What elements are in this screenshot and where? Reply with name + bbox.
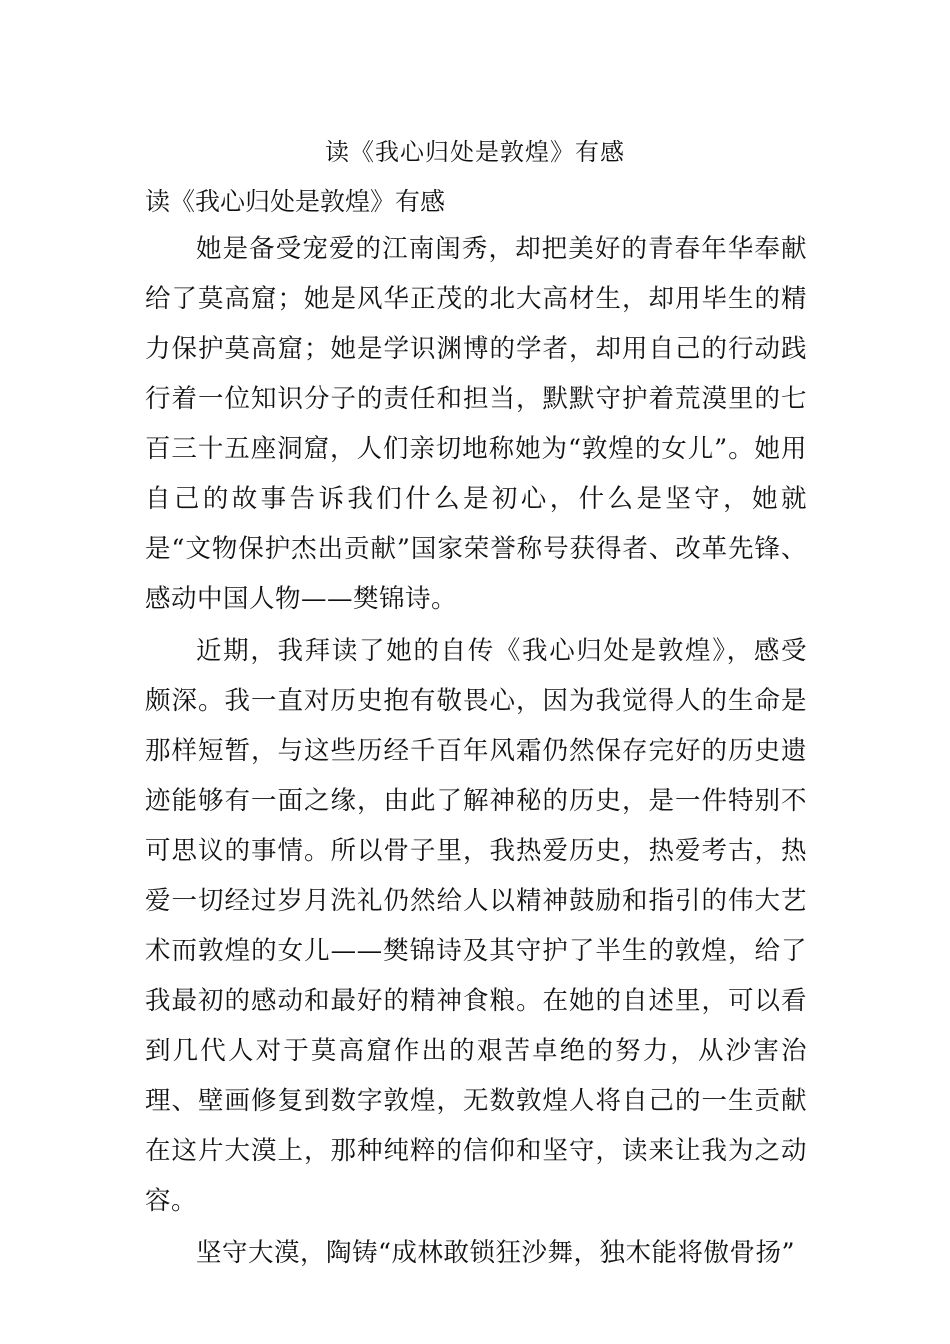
paragraph-2: 近期，我拜读了她的自传《我心归处是敦煌》，感受颇深。我一直对历史抱有敬畏心，因为我觉得人的生命是那样短暂，与这些历经千百年风霜仍然保存完好的历史遗迹能够有一面之缘，由此了解神秘的历史，是一件特别不可思议的事情。所以骨子里，我热爱历史，热爱考古，热爱一切经过岁月洗礼仍然给人以精神鼓励和指引的伟大艺术而敦煌的女儿——樊锦诗及其守护了半生的敦煌，给了我最初的感动和最好的精神食粮。在她的自述里，可以看到几代人对于莫高窟作出的艰苦卓绝的努力，从沙害治理、壁画修复到数字敦煌，无数敦煌人将自己的一生贡献在这片大漠上，那种纯粹的信仰和坚守，读来让我为之动容。 bbox=[145, 636, 807, 1216]
paragraph-3: 坚守大漠，陶铸“成林敢锁狂沙舞，独木能将傲骨扬” bbox=[196, 1238, 796, 1268]
document-title: 读《我心归处是敦煌》有感 bbox=[325, 138, 625, 166]
paragraph-1: 她是备受宠爱的江南闺秀，却把美好的青春年华奉献给了莫高窟；她是风华正茂的北大高材生，却用毕生的精力保护莫高窟；她是学识渊博的学者，却用自己的行动践行着一位知识分子的责任和担当，默默守护着荒漠里的七百三十五座洞窟，人们亲切地称她为“敦煌的女儿”。她用自己的故事告诉我们什么是初心，什么是坚守，她就是“文物保护杰出贡献”国家荣誉称号获得者、改革先锋、感动中国人物——樊锦诗。 bbox=[145, 234, 807, 614]
document-body bbox=[145, 180, 807, 1278]
document-subtitle: 读《我心归处是敦煌》有感 bbox=[145, 187, 446, 216]
